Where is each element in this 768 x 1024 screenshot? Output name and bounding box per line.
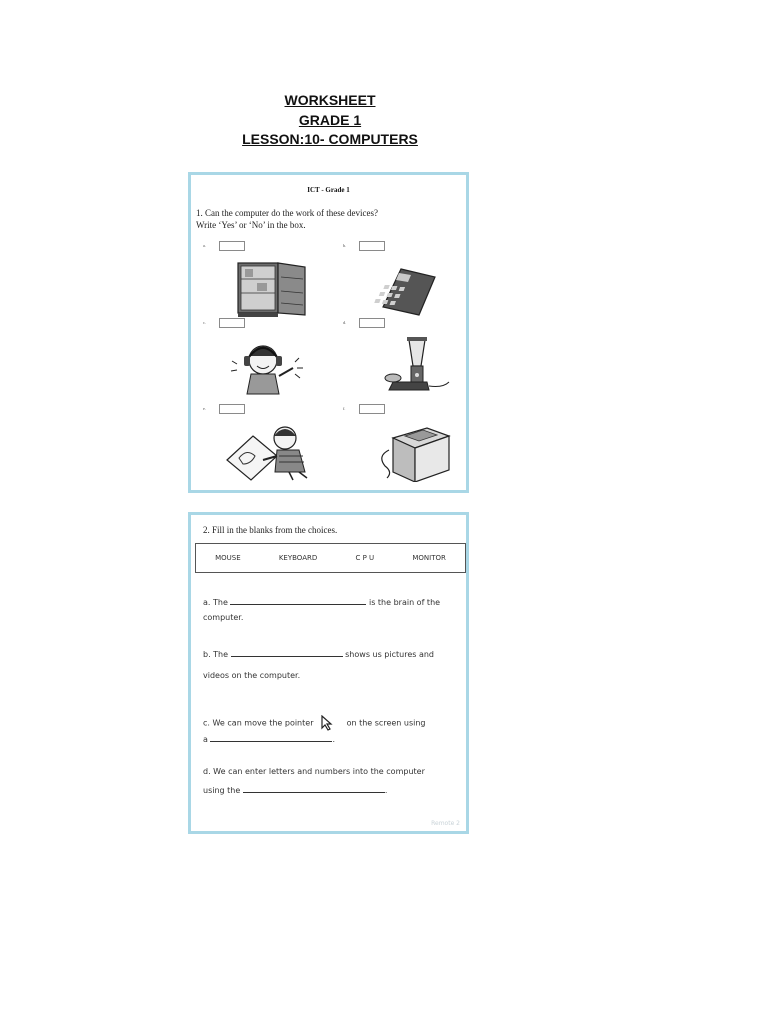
answer-box[interactable] — [219, 241, 245, 251]
title-grade: GRADE 1 — [298, 112, 362, 128]
sentence-c-line1 — [203, 715, 426, 731]
question-1-line2: Write ‘Yes’ or ‘No’ in the box. — [196, 220, 306, 230]
washing-machine-icon — [363, 420, 459, 482]
sentence-a-start: a. The — [203, 598, 228, 607]
device-item-refrigerator — [203, 241, 328, 321]
item-label: a. — [203, 243, 206, 248]
blender-icon — [363, 334, 459, 396]
blank-a[interactable] — [230, 596, 366, 605]
choice-keyboard: KEYBOARD — [278, 554, 318, 562]
refrigerator-icon — [223, 257, 319, 319]
drawing-boy-icon — [223, 420, 319, 482]
worksheet-title: ICT - Grade 1 — [307, 186, 350, 194]
sentence-c-start: c. We can move the pointer — [203, 718, 314, 728]
sentence-b-end: shows us pictures and — [345, 650, 435, 659]
question-2: 2. Fill in the blanks from the choices. — [203, 525, 338, 535]
question-1-line1: 1. Can the computer do the work of these devices? — [196, 208, 378, 218]
answer-box[interactable] — [359, 241, 385, 251]
device-item-drawing-boy — [203, 404, 328, 484]
worksheet-fill-blanks-panel — [188, 512, 469, 834]
answer-box[interactable] — [359, 318, 385, 328]
choices-box — [195, 543, 466, 573]
blank-d[interactable] — [243, 784, 385, 793]
cursor-arrow-icon — [320, 715, 340, 731]
answer-box[interactable] — [219, 404, 245, 414]
device-item-washing-machine — [343, 404, 468, 484]
title-lesson: LESSON:10- COMPUTERS — [242, 131, 418, 147]
choice-mouse: MOUSE — [215, 554, 241, 562]
sentence-a-end: is the brain of the — [368, 598, 441, 607]
item-label: f. — [343, 406, 346, 411]
answer-box[interactable] — [219, 318, 245, 328]
blank-b[interactable] — [231, 648, 343, 657]
sentence-a-line1 — [203, 596, 440, 607]
sentence-d-line2: using the . — [203, 786, 388, 795]
device-item-blender — [343, 318, 468, 398]
item-label: c. — [203, 320, 206, 325]
choice-cpu: C P U — [355, 554, 375, 562]
sentence-c-line2: a . — [203, 735, 335, 744]
sentence-a-line2: computer. — [203, 613, 244, 622]
choice-monitor: MONITOR — [412, 554, 446, 562]
item-label: e. — [203, 406, 206, 411]
title-worksheet: WORKSHEET — [284, 92, 376, 108]
sentence-b-start: b. The — [203, 650, 229, 659]
sentence-d-start: using the — [203, 786, 241, 795]
sentence-b-line1 — [203, 648, 434, 659]
headphones-boy-icon — [223, 334, 319, 396]
answer-box[interactable] — [359, 404, 385, 414]
item-label: d. — [343, 320, 346, 325]
blank-c[interactable] — [210, 733, 332, 742]
worksheet-devices-panel — [188, 172, 469, 493]
sentence-c-cont: a — [203, 735, 208, 744]
sentence-d-line1: d. We can enter letters and numbers into the computer — [203, 767, 425, 776]
calculator-icon — [363, 257, 459, 319]
sentence-c-end: on the screen using — [346, 718, 426, 728]
watermark: Remote 2 — [431, 820, 460, 827]
device-item-headphones-boy — [203, 318, 328, 398]
device-item-calculator — [343, 241, 468, 321]
sentence-b-line2: videos on the computer. — [203, 671, 301, 680]
item-label: b. — [343, 243, 346, 248]
